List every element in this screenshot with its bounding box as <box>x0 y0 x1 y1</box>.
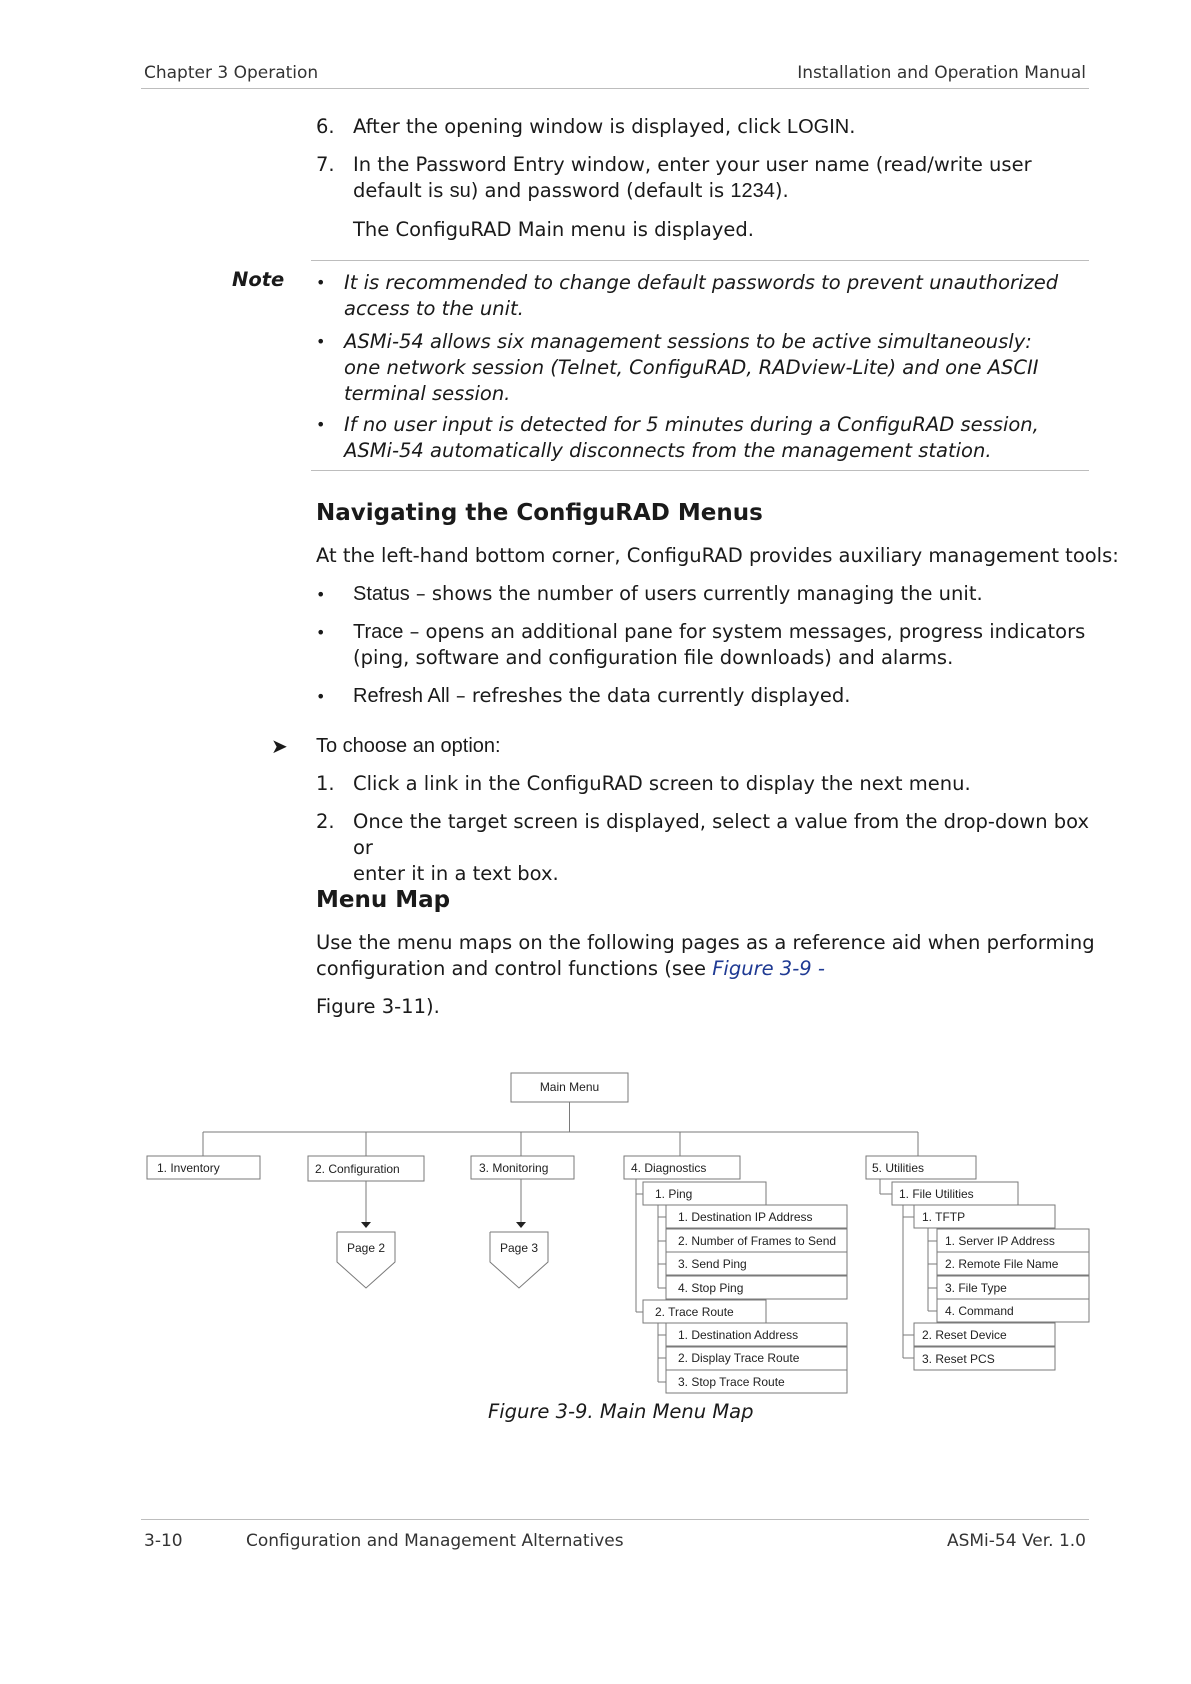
node-monitoring: 3. Monitoring <box>479 1161 549 1175</box>
node-send-ping: 3. Send Ping <box>678 1257 747 1271</box>
bullet-icon: • <box>316 623 326 642</box>
node-main-menu: Main Menu <box>539 1080 600 1094</box>
node-number-of-frames: 2. Number of Frames to Send <box>678 1234 837 1248</box>
node-reset-device: 2. Reset Device <box>922 1328 1007 1342</box>
menu-map-line2-pre: configuration and control functions (see <box>316 957 713 980</box>
menu-map-line3: Figure 3-11). <box>316 995 440 1018</box>
running-header-title: Installation and Operation Manual <box>797 63 1086 83</box>
node-diagnostics: 4. Diagnostics <box>631 1161 707 1175</box>
node-stop-ping: 4. Stop Ping <box>678 1281 744 1295</box>
bullet-icon: • <box>316 585 326 604</box>
note-bullet-2-line3: terminal session. <box>344 382 511 405</box>
bullet-icon: • <box>316 415 326 434</box>
default-password-keyword: 1234 <box>730 180 775 202</box>
footer-product: ASMi-54 Ver. 1.0 <box>946 1531 1086 1551</box>
node-stop-trace-route: 3. Stop Trace Route <box>678 1375 785 1389</box>
note-bullet-2-line1: ASMi-54 allows six management sessions to be active simultaneously: <box>344 330 1032 353</box>
note-bullet-2-line2: one network session (Telnet, ConfiguRAD, RADview-Lite) and one ASCII <box>344 356 1039 379</box>
proc-step-2-line1: Once the target screen is displayed, select a value from the drop-down box or <box>353 810 1090 859</box>
bullet-icon: • <box>316 687 326 706</box>
step-7-number: 7. <box>316 153 335 176</box>
node-inventory: 1. Inventory <box>157 1161 220 1175</box>
step-6-number: 6. <box>316 115 335 138</box>
node-remote-file-name: 2. Remote File Name <box>945 1257 1059 1271</box>
proc-step-2-number: 2. <box>316 810 335 833</box>
main-menu-displayed-text: The ConfiguRAD Main menu is displayed. <box>353 218 754 241</box>
node-utilities: 5. Utilities <box>872 1161 925 1175</box>
tool-trace-desc2: (ping, software and configuration file downloads) and alarms. <box>353 646 954 669</box>
node-destination-address: 1. Destination Address <box>678 1328 799 1342</box>
figure-caption: Figure 3-9. Main Menu Map <box>488 1400 754 1423</box>
node-server-ip-address: 1. Server IP Address <box>945 1234 1055 1248</box>
node-destination-ip-address: 1. Destination IP Address <box>678 1210 813 1224</box>
menu-map-line1: Use the menu maps on the following pages as a reference aid when performing <box>316 931 1095 954</box>
section-title-menu-map: Menu Map <box>316 887 451 913</box>
procedure-title: To choose an option: <box>316 735 501 757</box>
section1-intro: At the left-hand bottom corner, ConfiguRAD provides auxiliary management tools: <box>316 544 1119 567</box>
node-reset-pcs: 3. Reset PCS <box>922 1352 995 1366</box>
node-command: 4. Command <box>945 1304 1014 1318</box>
tool-refresh-name: Refresh All <box>353 685 450 707</box>
login-keyword: LOGIN <box>786 116 850 138</box>
node-configuration: 2. Configuration <box>315 1162 400 1176</box>
proc-step-1-number: 1. <box>316 772 335 795</box>
node-ping: 1. Ping <box>655 1187 693 1201</box>
note-bullet-3-line2: ASMi-54 automatically disconnects from the management station. <box>344 439 992 462</box>
figure-3-9-link[interactable]: Figure 3-9 <box>712 957 812 980</box>
node-page-2: Page 2 <box>346 1241 386 1255</box>
procedure-arrow-icon: ➤ <box>271 734 288 758</box>
step-6-post: . <box>849 115 856 138</box>
node-trace-route: 2. Trace Route <box>655 1305 734 1319</box>
proc-step-1-text: Click a link in the ConfiguRAD screen to display the next menu. <box>353 772 971 795</box>
running-header-chapter: Chapter 3 Operation <box>144 63 319 83</box>
bullet-icon: • <box>316 332 326 351</box>
node-file-type: 3. File Type <box>945 1281 1007 1295</box>
note-label: Note <box>232 268 285 291</box>
step-7-pre: In the Password Entry window, enter your user name (read/write user default is <box>353 153 1032 202</box>
note-bullet-1-line1: It is recommended to change default passwords to prevent unauthorized <box>344 271 1059 294</box>
bullet-icon: • <box>316 273 326 292</box>
tool-refresh-desc: – refreshes the data currently displayed. <box>449 684 851 707</box>
tool-trace-name: Trace <box>353 621 404 643</box>
step-7-mid: ) and password (default is <box>470 179 731 202</box>
node-tftp: 1. TFTP <box>922 1210 966 1224</box>
default-user-keyword: su <box>449 180 471 202</box>
tool-trace-desc: – opens an additional pane for system messages, progress indicators <box>403 620 1086 643</box>
section-title-navigating: Navigating the ConfiguRAD Menus <box>316 500 763 526</box>
node-file-utilities: 1. File Utilities <box>899 1187 974 1201</box>
note-bullet-3-line1: If no user input is detected for 5 minutes during a ConfiguRAD session, <box>344 413 1039 436</box>
step-7-post: ). <box>774 179 789 202</box>
tool-status-desc: – shows the number of users currently managing the unit. <box>409 582 983 605</box>
menu-map-line2-post: - <box>811 957 825 980</box>
node-display-trace-route: 2. Display Trace Route <box>678 1351 800 1365</box>
proc-step-2-line2: enter it in a text box. <box>353 862 559 885</box>
footer-page-number: 3-10 <box>144 1531 183 1551</box>
node-page-3: Page 3 <box>499 1241 539 1255</box>
note-bullet-1-line2: access to the unit. <box>344 297 524 320</box>
step-6-pre: After the opening window is displayed, click <box>353 115 787 138</box>
footer-rule <box>141 1519 1089 1520</box>
footer-section: Configuration and Management Alternatives <box>246 1531 624 1551</box>
tool-status-name: Status <box>353 583 410 605</box>
